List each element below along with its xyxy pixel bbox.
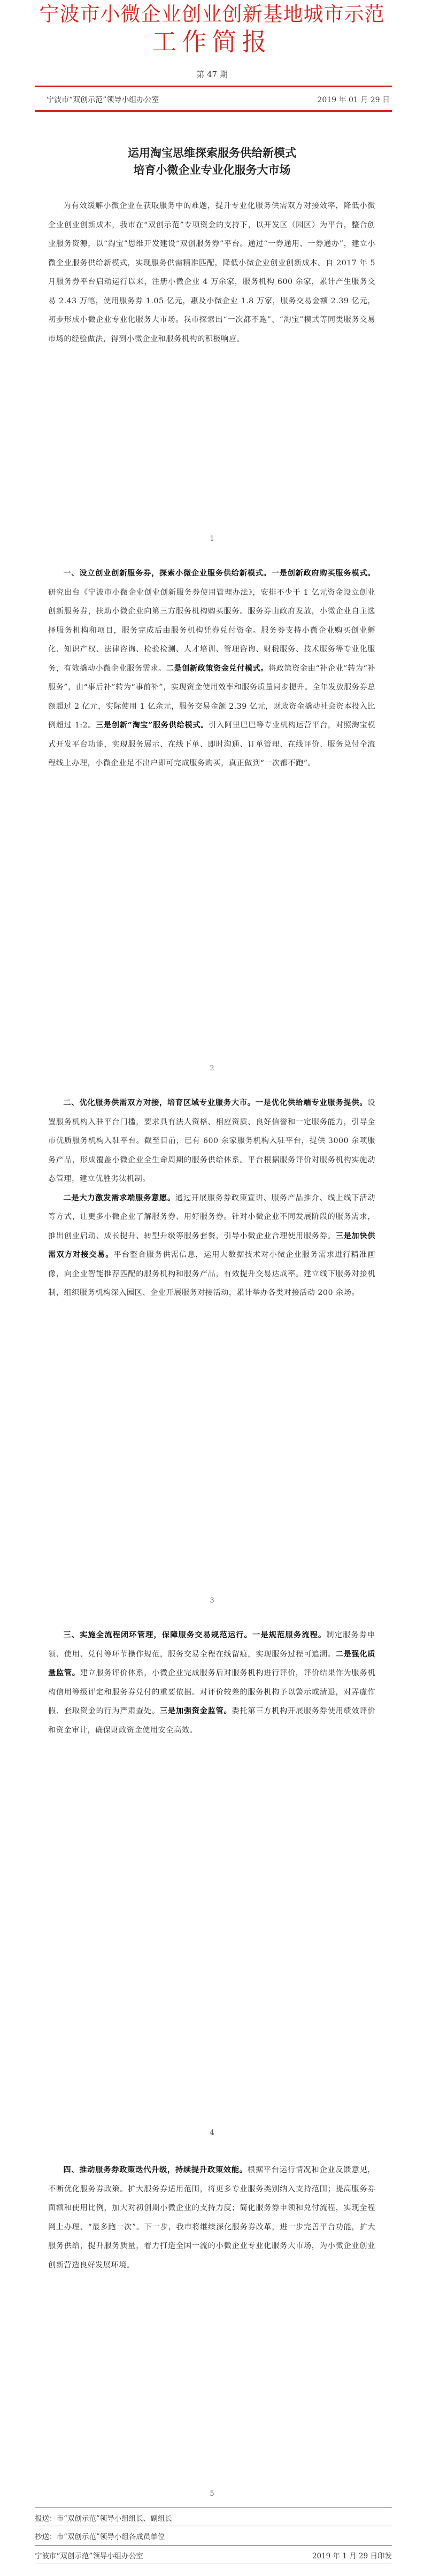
masthead-line2: 工作简报 [152, 27, 272, 56]
page-number: 2 [210, 1064, 214, 1072]
body-paragraph: 三、实施全流程闭环管理，保障服务交易规范运行。一是规范服务流程。制定服务券申领、使用、兑付等环节操作规范，服务交易全程在线留痕，实现服务过程可追溯。二是强化质量监管。建立服务评价体系，小微企业完成服务后对服务机构进行评价，评价结果作为服务机构信用等级评定和服务券兑付的重要依据。对评价较差的服务机构予以警示或清退，对弄虚作假、套取资金的行为严肃查处。三是加强资金监管。委托第三方机构开展服务券使用绩效评价和资金审计，确保财政资金使用安全高效。 [48, 1631, 375, 1735]
publisher-bar [35, 91, 392, 107]
footer-rule-lower [35, 2545, 392, 2546]
article-title [0, 144, 424, 179]
body-page-4 [48, 1626, 375, 1740]
header-rule-top [35, 86, 392, 87]
publisher-org: 宁波市“双创示范”领导小组办公室 [47, 96, 159, 104]
body-paragraph: 一、设立创业创新服务券，探索小微企业服务供给新模式。一是创新政府购买服务模式。研究出台《宁波市小微企业创业创新服务券使用管理办法》，安排不少于 1 亿元资金设立创业创新服务券，扶助小微企业向第三方服务机构购买服务。服务券由政府发放，小微企业自主选择服务机构和项目，服务完成后由服务机构凭券兑付资金。服务券支持小微企业购买创业孵化、知识产权、法律咨询、检验检测、人才培训、管理咨询、财税服务、技术服务等专业化服务，有效撬动小微企业服务需求。二是创新政策资金兑付模式。将政策资金由“补企业”转为“补服务”，由“事后补”转为“事前补”，实现资金使用效率和服务质量同步提升。全年发放服务券总额超过 2 亿元，实际使用 1 亿余元，服务交易金额 2.39 亿元，财政资金撬动社会资本投入比例超过 1:2。三是创新“淘宝”服务供给模式。引入阿里巴巴等专业机构运营平台，对照淘宝模式开发平台功能，实现服务展示、在线下单、即时沟通、订单管理、在线评价、服务兑付全流程线上办理，小微企业足不出户即可完成服务购买，真正做到“一次都不跑”。 [48, 569, 375, 768]
article-title-line2: 培育小微企业专业化服务大市场 [133, 164, 291, 177]
footer-print-date: 2019 年 1 月 29 日印发 [312, 2552, 392, 2560]
publish-date: 2019 年 01 月 29 日 [317, 96, 390, 104]
masthead-line1: 宁波市小微企业创业创新基地城市示范 [39, 3, 385, 26]
footer-publisher: 宁波市“双创示范”领导小组办公室 [35, 2552, 143, 2560]
page-number: 1 [210, 535, 214, 543]
body-paragraph: 为有效缓解小微企业在获取服务中的难题，提升专业化服务供需双方对接效率，降低小微企业创业创新成本，我市在“双创示范”专项资金的支持下，以开发区（园区）为平台，整合创业服务资源，以“淘宝”思维开发建设“双创服务券”平台。通过“一券通用、一券通办”，建立小微企业服务供给新模式，实现服务供需精准匹配，降低小微企业创业创新成本。自 2017 年 5 月服务券平台启动运行以来，注册小微企业 4 万余家，服务机构 600 余家，累计产生服务交易 2.43 万笔，使用服务券 1.05 亿元，惠及小微企业 1.8 万家，服务交易金额 2.39 亿元，初步形成小微企业专业化服务大市场。我市探索出“一次都不跑”、“淘宝”模式等同类服务交易市场的经验做法，得到小微企业和服务机构的积极响应。 [48, 202, 375, 343]
body-page-3 [48, 1094, 375, 1303]
body-page-5 [48, 2161, 375, 2275]
footer-report: 报送：市“双创示范”领导小组组长、副组长 [35, 2514, 172, 2523]
page-number: 3 [210, 1597, 214, 1605]
page-number: 5 [210, 2490, 214, 2498]
page-number: 4 [210, 2129, 214, 2137]
footer-publisher-line [35, 2550, 392, 2560]
report-masthead [0, 2, 424, 57]
body-paragraph: 二、优化服务供需双方对接，培育区域专业服务大市。一是优化供给端专业服务提供。设置服务机构入驻平台门槛，要求具有法人资格、相应资质、良好信誉和一定服务能力，引导全市优质服务机构入驻平台。截至目前，已有 600 余家服务机构入驻平台，提供 3000 余项服务产品，形成覆盖小微企业全生命周期的服务供给体系。平台根据服务评价对服务机构实施动态管理，建立优胜劣汰机制。 [48, 1099, 375, 1183]
issue-number: 第 47 期 [196, 70, 228, 79]
body-page-2 [48, 564, 375, 773]
footer-cc: 抄送：市“双创示范”领导小组各成员单位 [35, 2533, 165, 2541]
body-paragraph: 四、推动服务券政策迭代升级，持续提升政策效能。根据平台运行情况和企业反馈意见，不断优化服务券政策。扩大服务券适用范围，将更多专业服务类别纳入支持范围；提高服务券面额和使用比例，加大对初创期小微企业的支持力度；简化服务券申领和兑付流程，实现全程网上办理、“最多跑一次”。下一步，我市将继续深化服务券改革，进一步完善平台功能，扩大服务供给，提升服务质量，着力打造全国一流的小微企业专业化服务大市场，为小微企业创业创新营造良好发展环境。 [48, 2166, 375, 2270]
header-rule-bottom [35, 110, 392, 112]
body-page-1 [48, 197, 375, 349]
body-paragraph: 二是大力激发需求端服务意愿。通过开展服务券政策宣讲、服务产品推介、线上线下活动等方式，让更多小微企业了解服务券、用好服务券。针对小微企业不同发展阶段的服务需求，推出创业启动、成长提升、转型升级等服务套餐，引导小微企业合理使用服务券。三是加快供需双方对接交易。平台整合服务供需信息，运用大数据技术对小微企业服务需求进行精准画像，向企业智能推荐匹配的服务机构和服务产品，有效提升交易达成率。建立线下服务对接机制，组织服务机构深入园区、企业开展服务对接活动，累计举办各类对接活动 200 余场。 [48, 1193, 375, 1297]
article-title-line1: 运用淘宝思维探索服务供给新模式 [128, 147, 296, 159]
